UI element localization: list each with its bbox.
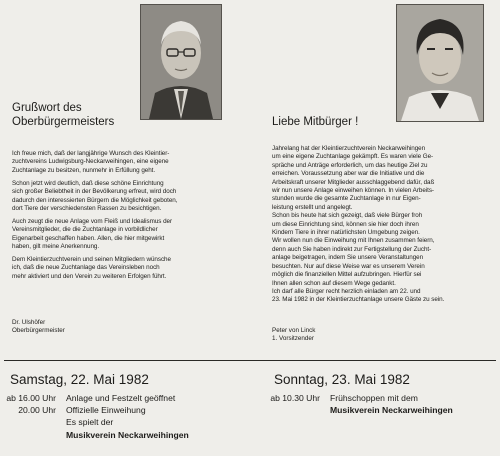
sunday-date: Sonntag, 23. Mai 1982 bbox=[274, 372, 410, 387]
program-row: Musikverein Neckarweihingen bbox=[330, 405, 453, 416]
portrait-mayor bbox=[140, 4, 222, 120]
sunday-program bbox=[264, 392, 500, 416]
greeting-heading: Grußwort des Oberbürgermeisters bbox=[12, 102, 115, 128]
program-row: 20.00 Uhr Offizielle Einweihung bbox=[18, 405, 146, 416]
divider-line bbox=[4, 360, 496, 361]
mayor-letter bbox=[12, 150, 222, 286]
program-row: Es spielt der bbox=[66, 417, 114, 428]
chairman-signature: Peter von Linck 1. Vorsitzender bbox=[272, 327, 316, 343]
program-row: ab 10.30 Uhr Frühschoppen mit dem bbox=[270, 393, 418, 403]
paragraph: Ich freue mich, daß der langjährige Wunsch des Kleintier- zuchtvereins Ludwigsburg-Neckarweihingen, eine eigene Zuchtanlage zu besitzen, nunmehr in Erfüllung geht. bbox=[12, 150, 170, 174]
paragraph: Dem Kleintierzuchtverein und seinen Mitgliedern wünsche ich, daß die neue Zuchtanlage das Vereinsleben noch mehr aktiviert und den Verein zu weiteren Erfolgen führt. bbox=[12, 255, 171, 280]
welcome-heading: Liebe Mitbürger ! bbox=[272, 116, 359, 128]
saturday-date: Samstag, 22. Mai 1982 bbox=[10, 372, 149, 387]
program-row: ab 16.00 Uhr Anlage und Festzelt geöffnet bbox=[6, 393, 176, 403]
paragraph: Schon jetzt wird deutlich, daß diese schöne Einrichtung sich großer Beliebtheit in der Bevölkerung erfreut, wird doch dadurch den interessierten Bürgern die Möglichkeit geboten, dort Tiere der verschiedensten Rassen zu besichtigen. bbox=[12, 179, 178, 212]
program-row: Musikverein Neckarweihingen bbox=[66, 429, 189, 440]
portrait-chairman bbox=[396, 4, 484, 122]
paragraph: Auch zeugt die neue Anlage vom Fleiß und Idealismus der Vereinsmitglieder, die die Zuchtanlage in vorbildlicher Eigenarbeit geschaffen haben. Allen, die hier mitgewirkt haben, gilt meine Anerkennung. bbox=[12, 217, 173, 251]
saturday-program bbox=[0, 392, 250, 441]
mayor-signature: Dr. Ulshöfer Oberbürgermeister bbox=[12, 319, 65, 335]
chairman-letter: Jahrelang hat der Kleintierzuchtverein Neckarweihingen um eine eigene Zuchtanlage gekämpft. Es waren viele Ge- spräche und Anträge erforderlich, um das heutige Ziel zu erreichen. Voraussetzung aber war die Initiative und die Arbeitskraft unserer Mitglieder ausschlaggebend dafür, daß wir nun unsere Anlage einweihen können. In vielen Arbeits- stunden wurde die gesamte Zuchtanlage in nur Eigen- leistung erstellt und angelegt. Schon bis heute hat sich gezeigt, daß viele Bürger froh um diese Einrichtung sind, können sie hier doch ihren Kindern Tiere in ihrer natürlichsten Umgebung zeigen. Wir wollen nun die Einweihung mit Ihnen zusammen feiern, denn auch Sie haben indirekt zur Fertigstellung der Zucht- anlage beigetragen, indem Sie unsere Veranstaltungen besuchten. Nur auf diese Weise war es unserem Verein möglich die finanziellen Mittel aufzubringen. Hierfür sei Ihnen allen schon auf diesem Wege gedankt. Ich darf alle Bürger recht herzlich einladen am 22. und 23. Mai 1982 in der Kleintierzuchtanlage unsere Gäste zu sein. bbox=[272, 145, 445, 304]
